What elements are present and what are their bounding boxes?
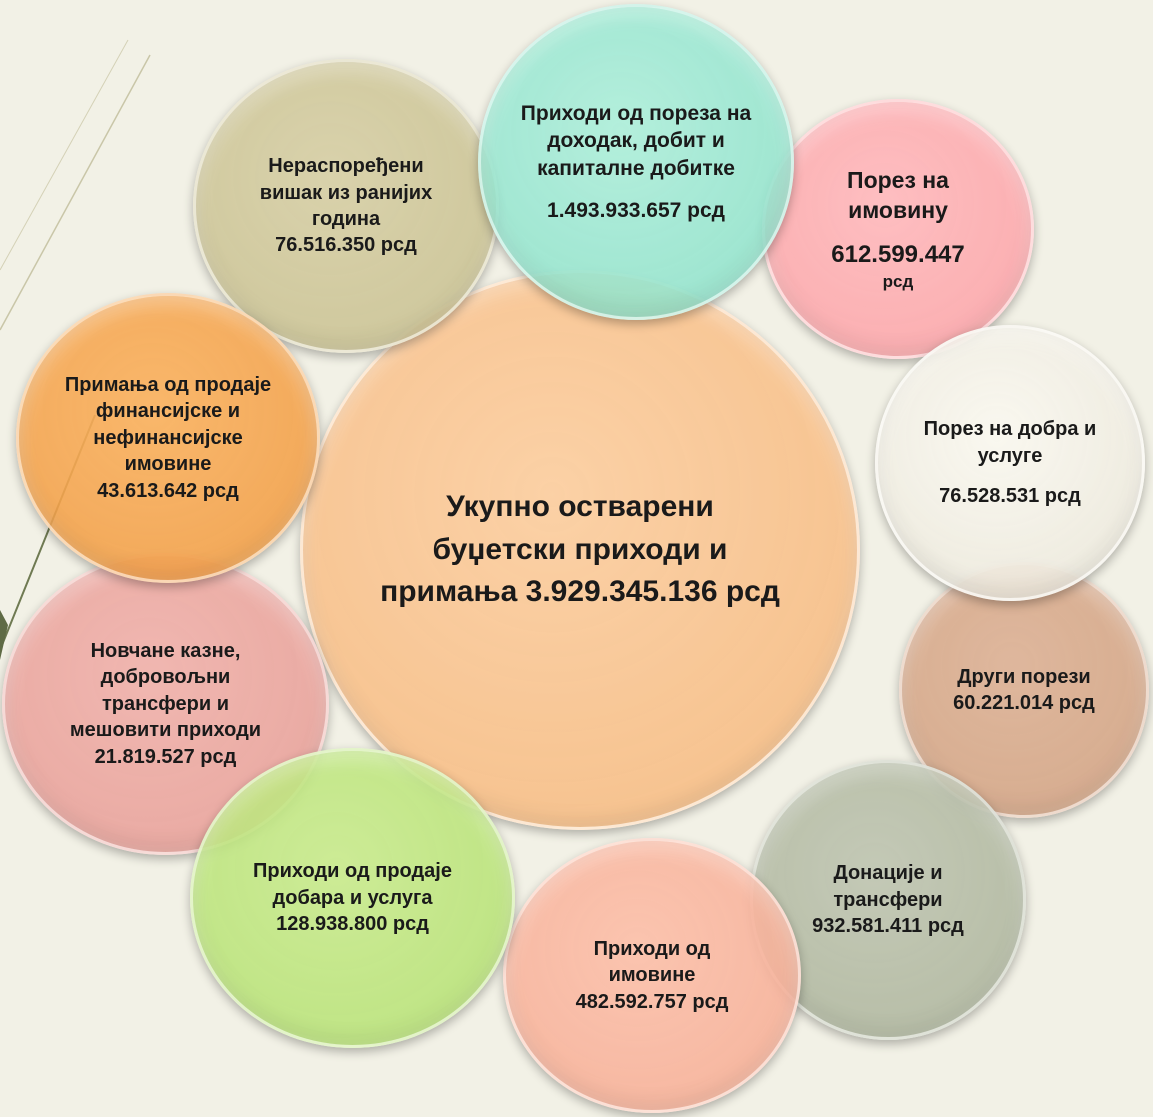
property-tax-label: Порез на имовину <box>847 166 949 223</box>
donations-amount: 932.581.411 рсд <box>812 915 964 938</box>
fines-label: Новчане казне, добровољни трансфери и мешовити приходи <box>69 640 262 742</box>
property-tax-unit: рсд <box>882 271 914 291</box>
surplus-amount: 76.516.350 рсд <box>275 234 417 257</box>
income-tax-label: Приходи од пореза на доходак, добит и капиталне добитке <box>520 101 752 180</box>
asset-sales-label: Примања од продаје финансијске и нефинансијске имовине <box>64 374 272 476</box>
goods-sales-label: Приходи од продаје добара и услуга <box>253 860 452 909</box>
goods-tax-label: Порез на добра и услуге <box>923 418 1097 467</box>
income-tax-amount: 1.493.933.657 рсд <box>547 198 725 222</box>
asset-sales-amount: 43.613.642 рсд <box>97 479 239 502</box>
goods-sales-amount: 128.938.800 рсд <box>276 913 429 936</box>
property-income-circle <box>503 838 801 1113</box>
property-income-amount: 482.592.757 рсд <box>575 990 729 1013</box>
goods-tax-circle <box>875 325 1145 601</box>
asset-sales-circle <box>16 293 320 583</box>
property-income-label: Приходи од имовине <box>593 937 711 987</box>
property-tax-amount: 612.599.447 <box>831 241 965 269</box>
surplus-label: Нераспоређени вишак из ранијих година <box>259 155 433 230</box>
other-tax-amount: 60.221.014 рсд <box>953 692 1095 714</box>
donations-label: Донације и трансфери <box>833 862 943 911</box>
total-revenue-label: Укупно остварени буџетски приходи и примања 3.929.345.136 рсд <box>380 490 780 609</box>
goods-sales-circle <box>190 748 515 1048</box>
total-revenue-circle <box>300 270 860 830</box>
income-tax-circle <box>478 4 794 320</box>
property-tax-circle <box>762 99 1034 359</box>
fines-amount: 21.819.527 рсд <box>94 745 237 768</box>
other-tax-label: Други порези <box>957 665 1091 688</box>
goods-tax-amount: 76.528.531 рсд <box>939 485 1081 508</box>
